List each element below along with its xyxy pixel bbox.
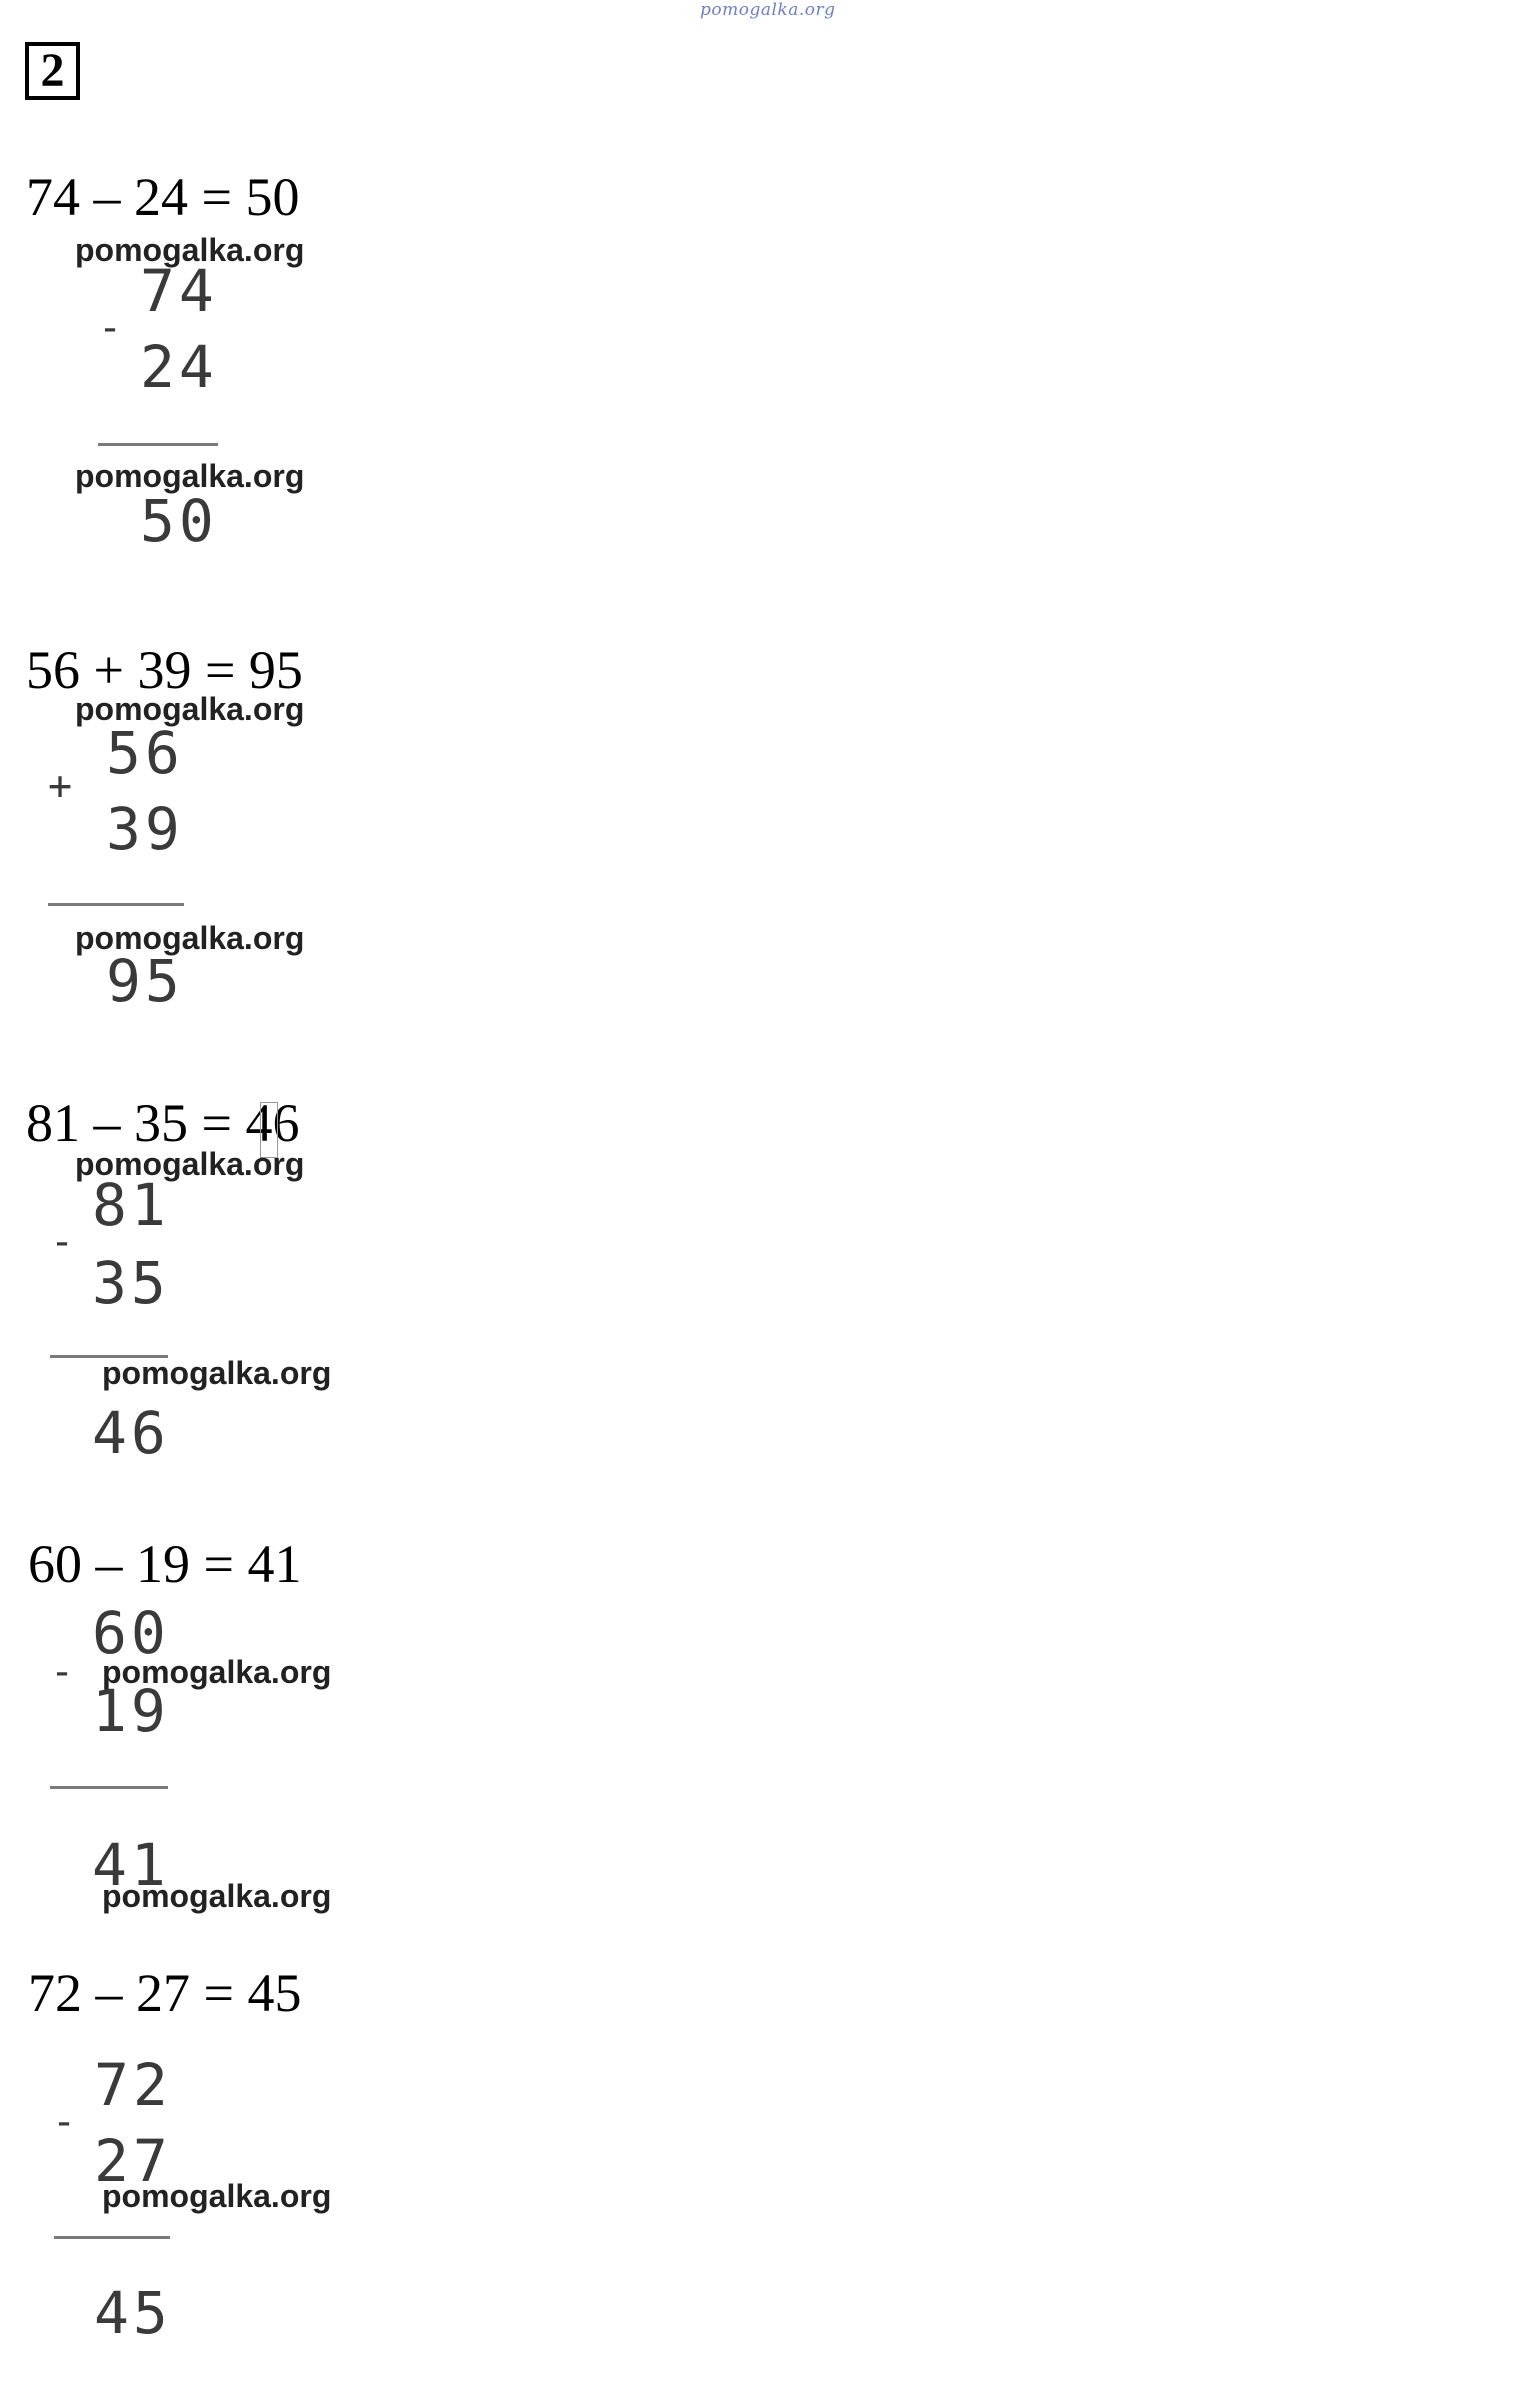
watermark-1a: pomogalka.org <box>75 232 305 268</box>
column-sign-5: - <box>52 2099 77 2145</box>
column-sign-2: + <box>48 763 73 809</box>
equation-1: 74 – 24 = 50 <box>26 167 300 227</box>
column-bottom-3: 35 <box>92 1249 170 1317</box>
equation-4: 60 – 19 = 41 <box>28 1534 302 1594</box>
column-sign-4: - <box>50 1649 75 1695</box>
watermark-4b: pomogalka.org <box>102 1878 332 1914</box>
column-line-5 <box>54 2236 170 2239</box>
column-result-3: 46 <box>92 1399 170 1467</box>
column-sign-1: - <box>98 305 123 351</box>
column-result-2: 95 <box>106 947 184 1015</box>
watermark-1b: pomogalka.org <box>75 458 305 494</box>
watermark-3b: pomogalka.org <box>102 1355 332 1391</box>
column-bottom-5: 27 <box>94 2127 172 2195</box>
task-number-box: 2 <box>25 42 80 100</box>
equation-3: 81 – 35 = 46 <box>26 1093 300 1153</box>
equation-2: 56 + 39 = 95 <box>26 640 303 700</box>
column-line-2 <box>48 903 184 906</box>
column-top-4: 60 <box>92 1599 170 1667</box>
equation-5: 72 – 27 = 45 <box>28 1963 302 2023</box>
column-result-4: 41 <box>92 1831 170 1899</box>
column-bottom-2: 39 <box>106 795 184 863</box>
column-top-5: 72 <box>94 2051 172 2119</box>
column-result-5: 45 <box>94 2279 172 2347</box>
watermark-3a: pomogalka.org <box>75 1146 305 1182</box>
watermark-5: pomogalka.org <box>102 2178 332 2214</box>
top-watermark: pomogalka.org <box>700 0 836 20</box>
watermark-2a: pomogalka.org <box>75 691 305 727</box>
column-sign-3: - <box>50 1219 75 1265</box>
column-result-1: 50 <box>140 487 218 555</box>
watermark-2b: pomogalka.org <box>75 920 305 956</box>
column-line-1 <box>98 443 218 446</box>
column-top-3: 81 <box>92 1171 170 1239</box>
column-top-2: 56 <box>106 719 184 787</box>
watermark-4a: pomogalka.org <box>102 1654 332 1690</box>
column-top-1: 74 <box>140 257 218 325</box>
column-line-4 <box>50 1786 168 1789</box>
column-bottom-1: 24 <box>140 333 218 401</box>
column-bottom-4: 19 <box>92 1677 170 1745</box>
